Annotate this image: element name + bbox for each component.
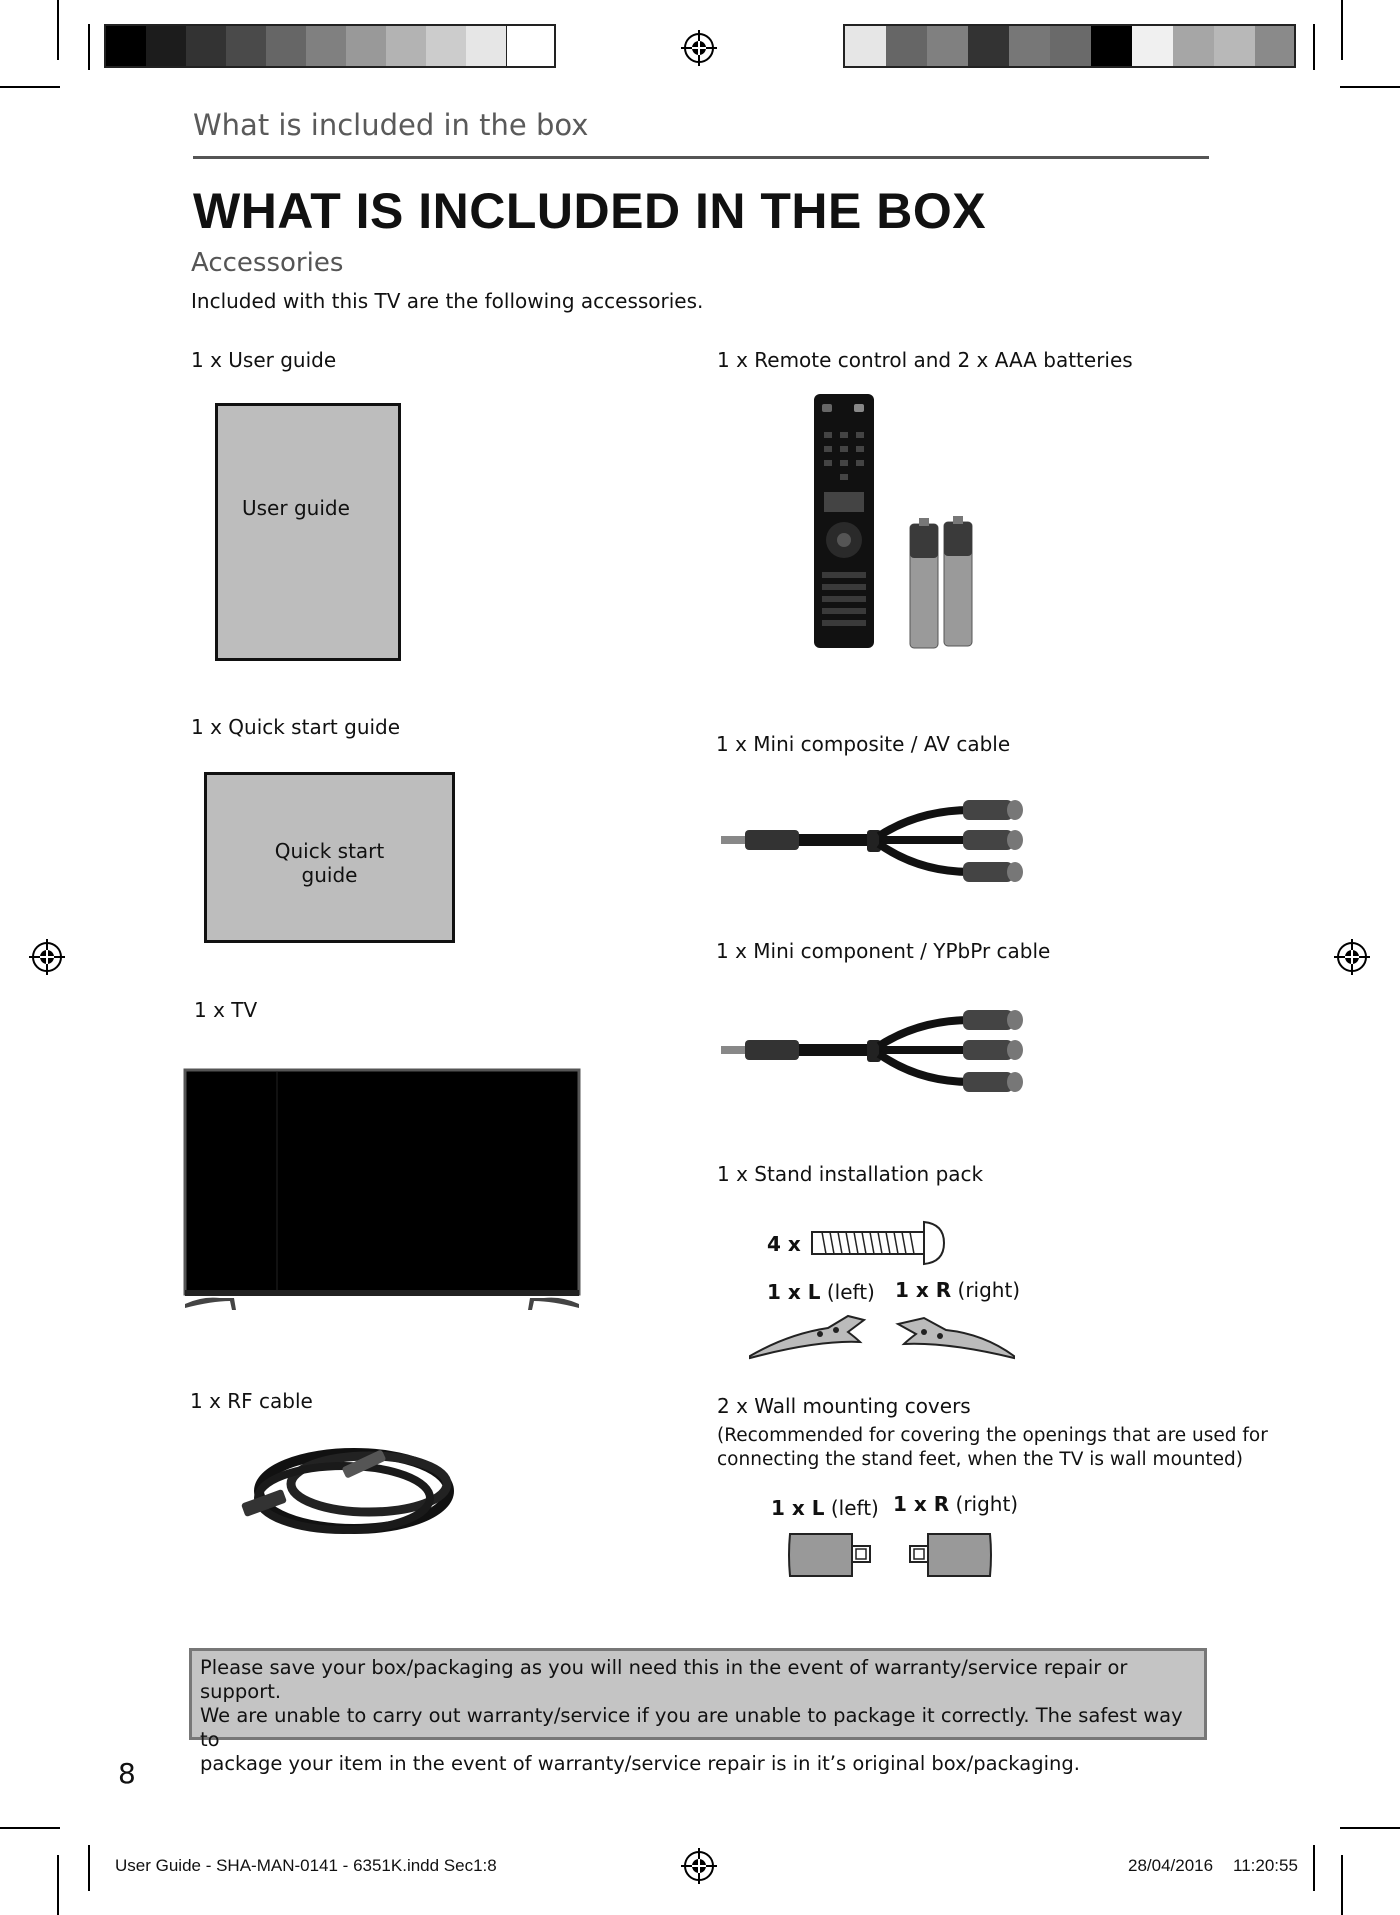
page-subtitle: Accessories — [191, 248, 344, 278]
page-number: 8 — [118, 1757, 136, 1790]
user-guide-box-text: User guide — [242, 496, 350, 520]
stand-pack-label: 1 x Stand installation pack — [717, 1162, 984, 1186]
page-title: WHAT IS INCLUDED IN THE BOX — [193, 183, 987, 239]
wall-cover-right-icon — [906, 1530, 994, 1580]
footer-time: 11:20:55 — [1233, 1856, 1298, 1875]
stand-left-text: 1 x L (left) — [767, 1280, 875, 1304]
color-bar-left — [104, 24, 556, 68]
wall-cover-left-text: 1 x L (left) — [771, 1496, 879, 1520]
quick-start-label: 1 x Quick start guide — [191, 715, 401, 739]
section-header: What is included in the box — [193, 108, 589, 142]
wall-covers-note: (Recommended for covering the openings that are used for connecting the stand feet, when the TV is wall mounted) — [717, 1425, 1268, 1470]
quick-start-box-text-2: guide — [301, 863, 358, 887]
tv-icon — [182, 1068, 582, 1314]
crop-mark — [57, 0, 59, 60]
quick-start-illustration — [204, 772, 455, 943]
user-guide-illustration — [215, 403, 401, 661]
wall-cover-left-icon — [786, 1530, 874, 1580]
crop-mark — [1341, 0, 1343, 60]
crop-mark — [57, 1855, 59, 1915]
user-guide-label: 1 x User guide — [191, 348, 337, 372]
crop-mark — [0, 1827, 60, 1829]
remote-control-icon — [812, 392, 876, 650]
av-cable-label: 1 x Mini composite / AV cable — [716, 732, 1011, 756]
crop-mark — [88, 1845, 90, 1891]
av-cable-icon — [719, 796, 1025, 886]
color-bar-right — [843, 24, 1296, 68]
crop-mark — [1340, 1827, 1400, 1829]
footer-date: 28/04/2016 — [1128, 1856, 1214, 1875]
registration-mark-icon — [29, 939, 65, 975]
crop-mark — [0, 86, 60, 88]
wall-cover-right-text: 1 x R (right) — [893, 1492, 1019, 1516]
component-cable-icon — [719, 1006, 1025, 1096]
batteries-icon — [906, 516, 976, 650]
registration-mark-icon — [1334, 939, 1370, 975]
packaging-notice: Please save your box/packaging as you will need this in the event of warranty/service repair or support. We are unable to carry out warranty/service if you are unable to package it correctly. The safest way to package your item in the event of warranty/service repair is in it’s original box/packaging. — [189, 1648, 1207, 1740]
remote-label: 1 x Remote control and 2 x AAA batteries — [717, 348, 1133, 372]
stand-right-text: 1 x R (right) — [895, 1278, 1021, 1302]
intro-text: Included with this TV are the following accessories. — [191, 289, 704, 313]
component-cable-label: 1 x Mini component / YPbPr cable — [716, 939, 1051, 963]
stand-foot-right-icon — [894, 1316, 1016, 1362]
tv-label: 1 x TV — [194, 998, 258, 1022]
rf-cable-label: 1 x RF cable — [190, 1389, 313, 1413]
registration-mark-icon — [681, 30, 717, 66]
rf-cable-icon — [234, 1436, 458, 1546]
crop-mark — [1340, 86, 1400, 88]
quick-start-box-text-1: Quick start — [274, 839, 385, 863]
screws-qty: 4 x — [767, 1232, 801, 1256]
wall-covers-label: 2 x Wall mounting covers — [717, 1394, 971, 1418]
footer-file-info: User Guide - SHA-MAN-0141 - 6351K.indd Sec1:8 — [115, 1856, 497, 1875]
crop-mark — [88, 24, 90, 70]
registration-mark-icon — [681, 1848, 717, 1884]
header-rule — [193, 156, 1209, 159]
screw-icon — [810, 1218, 946, 1268]
crop-mark — [1313, 24, 1315, 70]
stand-foot-left-icon — [748, 1312, 868, 1362]
crop-mark — [1341, 1855, 1343, 1915]
crop-mark — [1313, 1845, 1315, 1891]
